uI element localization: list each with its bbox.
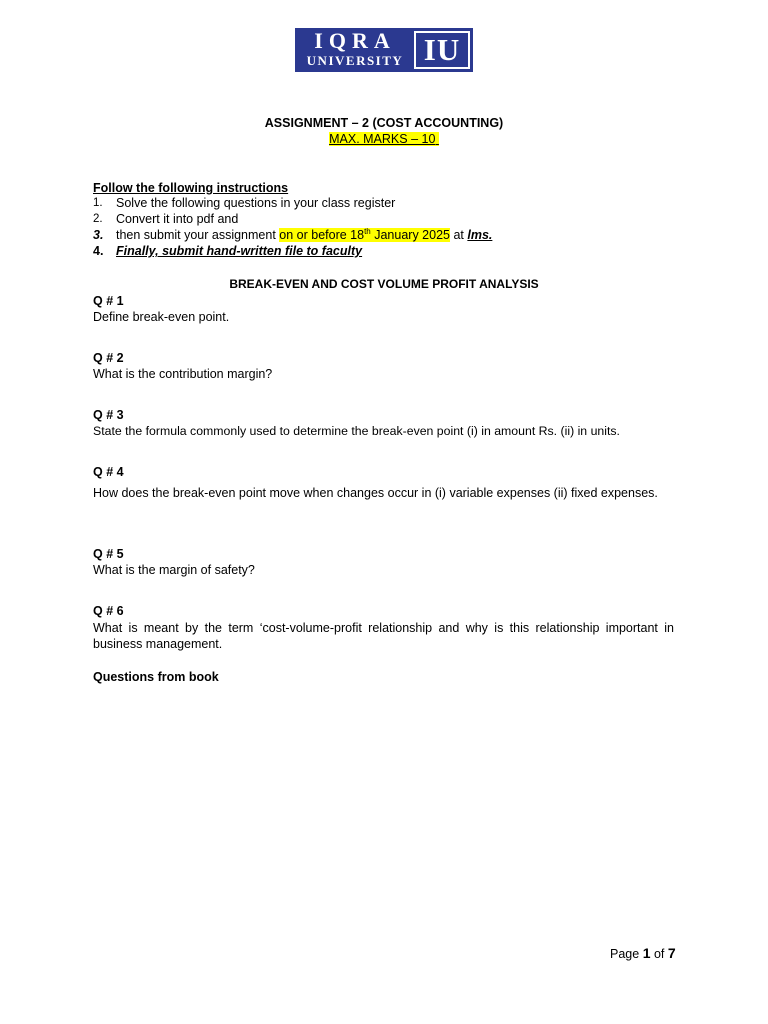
question-label: Q # 2 [93, 351, 124, 365]
of-word: of [653, 947, 665, 961]
date-suffix: th [364, 227, 371, 236]
logo-word-iqra: IQRA [314, 28, 396, 53]
logo-word-university: UNIVERSITY [306, 53, 404, 68]
instruction-item-2: Convert it into pdf and [116, 212, 239, 226]
page-word: Page [610, 947, 640, 961]
list-number: 4. [93, 244, 104, 258]
instructions-heading: Follow the following instructions [93, 181, 289, 195]
question-label: Q # 4 [93, 465, 124, 479]
question-label: Q # 1 [93, 294, 124, 308]
total-pages: 7 [667, 945, 676, 961]
list-number: 3. [93, 228, 104, 242]
iqra-university-logo [295, 28, 473, 72]
question-label: Q # 6 [93, 604, 124, 618]
deadline-month-year: January 2025 [370, 228, 450, 242]
question-text: Define break-even point. [93, 310, 230, 324]
lms-link-text: lms. [467, 228, 493, 242]
question-text: What is the contribution margin? [93, 367, 273, 381]
question-text: What is the margin of safety? [93, 563, 255, 577]
max-marks: MAX. MARKS – 10 [329, 132, 436, 146]
list-number: 2. [93, 213, 103, 225]
logo-wordmark [295, 28, 413, 72]
instruction-item-1: Solve the following questions in your class register [116, 196, 396, 210]
assignment-title: ASSIGNMENT – 2 (COST ACCOUNTING) [264, 116, 504, 130]
instruction-item-3 [116, 228, 492, 242]
list-number: 1. [93, 197, 103, 209]
deadline-highlight [279, 228, 450, 242]
instruction-3-text: then submit your assignment [116, 228, 280, 242]
current-page: 1 [642, 945, 651, 961]
deadline-date: on or before 18 [279, 228, 365, 242]
question-text: What is meant by the term ‘cost-volume-profit relationship and why is this relationship important in business management. [93, 621, 674, 651]
instruction-item-4: Finally, submit hand-written file to faculty [116, 244, 363, 258]
page-number [610, 945, 676, 961]
section-title: BREAK-EVEN AND COST VOLUME PROFIT ANALYSIS [229, 277, 539, 291]
book-questions-heading: Questions from book [93, 670, 219, 684]
question-text: How does the break-even point move when changes occur in (i) variable expenses (ii) fixed expenses. [93, 486, 658, 500]
question-text: State the formula commonly used to determine the break-even point (i) in amount Rs. (ii) in units. [93, 424, 620, 438]
logo-iu-mark: IU [414, 31, 470, 69]
max-marks-line [0, 132, 768, 146]
question-label: Q # 3 [93, 408, 124, 422]
question-label: Q # 5 [93, 547, 124, 561]
instruction-3-at: at [449, 228, 468, 242]
